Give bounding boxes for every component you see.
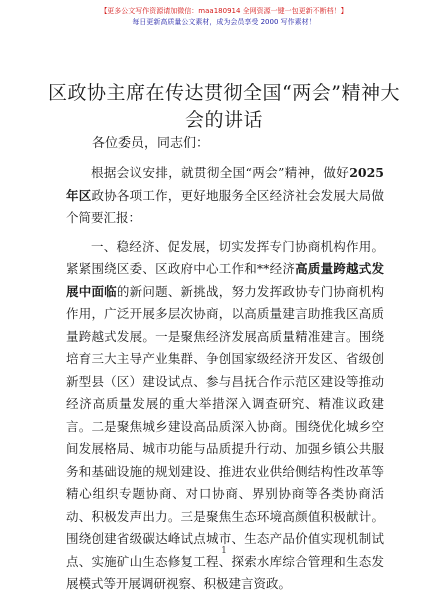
paragraph-intro-text-b: 政协各项工作，更好地服务全区经济社会发展大局做个简要汇报： (66, 187, 384, 225)
paragraph-intro-year: 2025 年区 (66, 165, 384, 203)
salutation: 各位委员，同志们： (92, 136, 210, 151)
paragraph-section-one (66, 236, 384, 596)
paragraph-section-one-emphasis: 高质量跨越式发展中面临 (66, 261, 384, 299)
promo-banner (0, 6, 448, 28)
paragraph-section-one-text-a: 一、稳经济、促发展，切实发挥专门协商机构作用。紧紧围绕区委、区政府中心工作和**经济 (66, 238, 384, 276)
document-body (66, 162, 384, 602)
paragraph-intro (66, 162, 384, 230)
paragraph-section-one-text-b: 的新问题、新挑战，努力发挥政协专门协商机构作用，广泛开展多层次协商，以高质量建言助推我区高质量跨越式发展。一是聚焦经济发展高质量精准建言。围绕培育三大主导产业集群、争创国家级经济开发区、省级创新型县（区）建设试点、参与昌抚合作示范区建设等推动经济高质量发展的重大举措深入调查研究、精准议政建言。二是聚焦城乡建设高品质深入协商。围绕优化城乡空间发展格局、城市功能与品质提升行动、加强乡镇公共服务和基础设施的规划建设、推进农业供给侧结构性改革等精心组织专题协商、对口协商、界别协商等各类协商活动、积极发声出力。三是聚焦生态环境高颜值积极献计。围绕创建省级碳达峰试点城市、生态产品价值实现机制试点、实施矿山生态修复工程、探索水库综合管理和生态发展模式等开展调研视察、积极建言资政。 (66, 283, 384, 591)
paragraph-intro-text-a: 根据会议安排，就贯彻全国“两会”精神，做好 (91, 165, 350, 180)
banner-line-2: 每日更新高质量公文素材，成为会员享受 2000 写作素材！ (132, 18, 316, 26)
document-title: 区政协主席在传达贯彻全国“两会”精神大会的讲话 (48, 82, 400, 131)
page-number: 1 (221, 546, 227, 556)
banner-line-1: 【更多公文写作资源请加微信：maa180914 全网资源一键一包更新不断档！】 (100, 7, 348, 15)
